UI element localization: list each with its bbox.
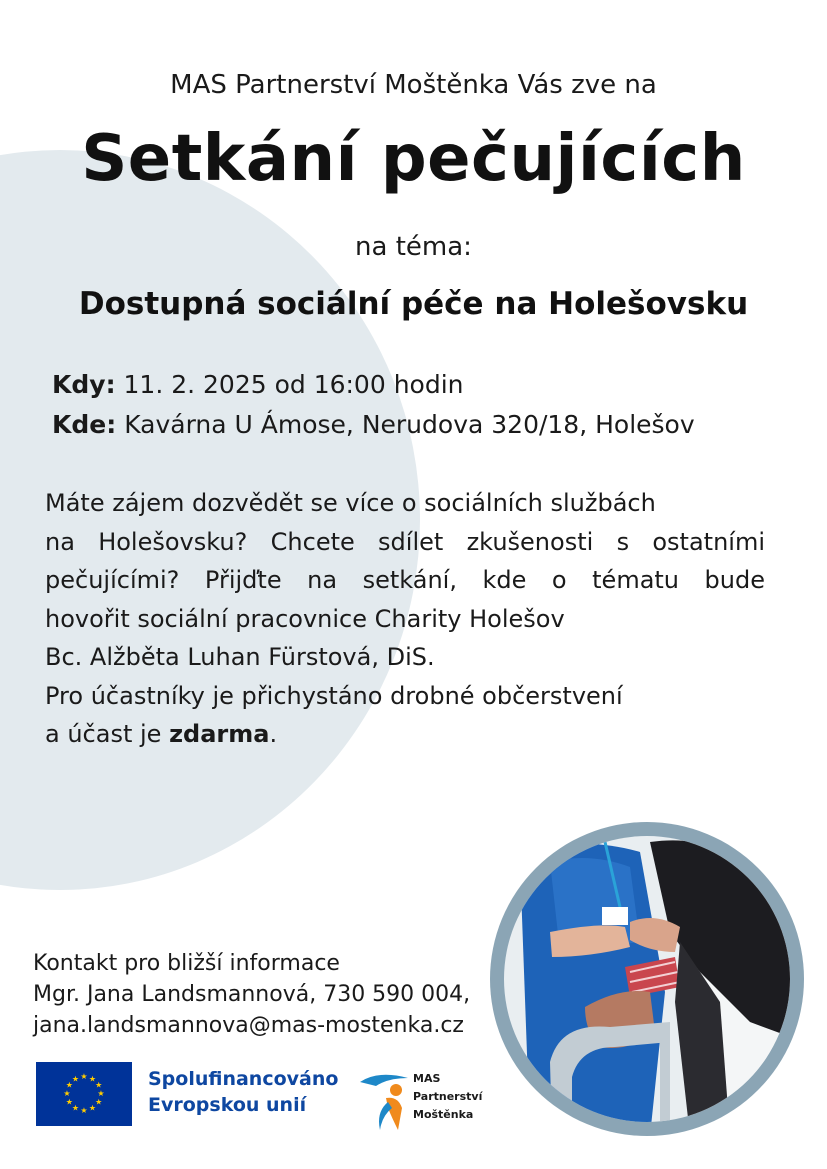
description-free-emphasis: zdarma bbox=[169, 720, 270, 748]
event-title: Setkání pečujících bbox=[81, 122, 746, 196]
svg-text:★: ★ bbox=[65, 1080, 73, 1090]
caregiver-photo-illustration bbox=[490, 822, 804, 1136]
description-line: Bc. Alžběta Luhan Fürstová, DiS. bbox=[45, 643, 435, 671]
svg-text:★: ★ bbox=[63, 1089, 71, 1098]
svg-text:★: ★ bbox=[88, 1074, 97, 1084]
description-last-line bbox=[45, 715, 765, 754]
event-topic: Dostupná sociální péče na Holešovsku bbox=[78, 286, 749, 322]
topic-label: na téma: bbox=[355, 232, 472, 262]
mas-figure-logo-icon bbox=[358, 1068, 418, 1134]
event-when bbox=[52, 370, 464, 399]
svg-text:★: ★ bbox=[88, 1103, 97, 1113]
svg-text:★: ★ bbox=[80, 1072, 88, 1081]
description-last-suffix: . bbox=[269, 720, 278, 748]
mas-logo-line2: Partnerství bbox=[413, 1090, 483, 1103]
svg-text:★: ★ bbox=[80, 1106, 88, 1115]
caregiver-photo bbox=[490, 822, 804, 1136]
svg-text:★: ★ bbox=[71, 1103, 80, 1113]
mas-logo-text bbox=[413, 1070, 482, 1124]
description-line: Máte zájem dozvědět se více o sociálních službách bbox=[45, 489, 656, 517]
when-label: Kdy: bbox=[52, 370, 116, 399]
intro-line: MAS Partnerství Moštěnka Vás zve na bbox=[170, 70, 657, 100]
svg-text:★: ★ bbox=[95, 1097, 103, 1107]
eu-cofinancing-text bbox=[148, 1066, 338, 1118]
description-line: Pro účastníky je přichystáno drobné občerstvení bbox=[45, 681, 623, 710]
description-line: hovořit sociální pracovnice Charity Holešov bbox=[45, 604, 565, 633]
eu-text-line2: Evropskou unií bbox=[148, 1094, 307, 1116]
where-label: Kde: bbox=[52, 410, 117, 439]
mas-logo-line1: MAS bbox=[413, 1072, 441, 1085]
svg-text:★: ★ bbox=[95, 1080, 103, 1090]
svg-text:★: ★ bbox=[71, 1074, 80, 1084]
contact-block bbox=[33, 948, 470, 1041]
contact-heading: Kontakt pro bližší informace bbox=[33, 951, 340, 976]
event-description bbox=[45, 484, 765, 754]
eu-flag-icon bbox=[36, 1062, 132, 1126]
description-last-prefix: a účast je bbox=[45, 720, 170, 748]
contact-email: jana.landsmannova@mas-mostenka.cz bbox=[33, 1013, 464, 1038]
description-line: pečujícími? Přijďte na setkání, kde o tématu bude bbox=[45, 566, 765, 594]
description-line: na Holešovsku? Chcete sdílet zkušenosti s ostatními bbox=[45, 527, 765, 556]
eu-text-line1: Spolufinancováno bbox=[148, 1068, 339, 1090]
contact-person: Mgr. Jana Landsmannová, 730 590 004, bbox=[33, 982, 471, 1007]
mas-logo-line3: Moštěnka bbox=[413, 1108, 474, 1121]
when-value: 11. 2. 2025 od 16:00 hodin bbox=[123, 370, 464, 399]
where-value: Kavárna U Ámose, Nerudova 320/18, Holešov bbox=[124, 410, 695, 439]
event-where bbox=[52, 410, 695, 439]
eu-stars-icon bbox=[36, 1062, 132, 1126]
svg-text:★: ★ bbox=[97, 1089, 105, 1098]
svg-text:★: ★ bbox=[65, 1097, 73, 1107]
